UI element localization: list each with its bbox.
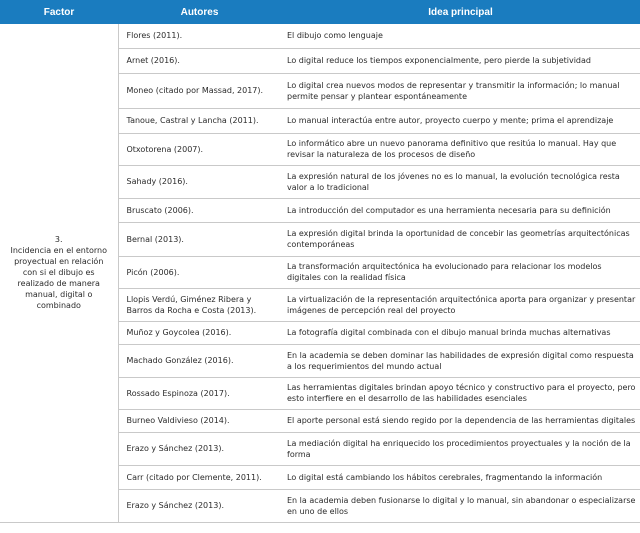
factor-description: Incidencia en el entorno proyectual en relación con si el dibujo es realizado de manera manual, digital o combinado <box>10 246 108 311</box>
idea-cell: Lo digital está cambiando los hábitos cerebrales, fragmentando la información <box>281 465 640 489</box>
author-cell: Flores (2011). <box>118 24 281 48</box>
idea-cell: Lo manual interactúa entre autor, proyecto cuerpo y mente; prima el aprendizaje <box>281 108 640 133</box>
author-cell: Llopis Verdú, Giménez Ribera y Barros da Rocha e Costa (2013). <box>118 288 281 321</box>
idea-cell: La virtualización de la representación arquitectónica aporta para organizar y presentar imágenes de percepción real del proyecto <box>281 288 640 321</box>
table-header-row <box>0 0 640 24</box>
idea-cell: La introducción del computador es una herramienta necesaria para su definición <box>281 198 640 222</box>
idea-cell: La expresión natural de los jóvenes no es lo manual, la evolución tecnológica resta valor a lo tradicional <box>281 165 640 198</box>
idea-cell: La mediación digital ha enriquecido los procedimientos proyectuales y la noción de la forma <box>281 432 640 465</box>
idea-cell: Las herramientas digitales brindan apoyo técnico y constructivo para el proyecto, pero esto interfiere en el desarrollo de las habilidades esenciales <box>281 377 640 409</box>
author-cell: Carr (citado por Clemente, 2011). <box>118 465 281 489</box>
author-cell: Muñoz y Goycolea (2016). <box>118 321 281 344</box>
author-cell: Erazo y Sánchez (2013). <box>118 432 281 465</box>
author-cell: Otxotorena (2007). <box>118 133 281 165</box>
author-cell: Burneo Valdivieso (2014). <box>118 409 281 432</box>
header-autores: Autores <box>118 0 281 24</box>
idea-cell: Lo informático abre un nuevo panorama definitivo que resitúa lo manual. Hay que revisar la naturaleza de los procesos de diseño <box>281 133 640 165</box>
table-row <box>0 24 640 48</box>
factor-number: 3. <box>54 235 63 245</box>
author-cell: Sahady (2016). <box>118 165 281 198</box>
author-cell: Picón (2006). <box>118 256 281 288</box>
idea-cell: Lo digital crea nuevos modos de representar y transmitir la información; lo manual permite pensar y plantear espontáneamente <box>281 73 640 108</box>
idea-cell: Lo digital reduce los tiempos exponencialmente, pero pierde la subjetividad <box>281 48 640 73</box>
idea-cell: El aporte personal está siendo regido por la dependencia de las herramientas digitales <box>281 409 640 432</box>
header-idea-principal: Idea principal <box>281 0 640 24</box>
author-cell: Moneo (citado por Massad, 2017). <box>118 73 281 108</box>
author-cell: Machado González (2016). <box>118 344 281 377</box>
header-factor: Factor <box>0 0 118 24</box>
factor-cell <box>0 24 118 522</box>
author-cell: Arnet (2016). <box>118 48 281 73</box>
author-cell: Rossado Espinoza (2017). <box>118 377 281 409</box>
idea-cell: El dibujo como lenguaje <box>281 24 640 48</box>
idea-cell: La fotografía digital combinada con el dibujo manual brinda muchas alternativas <box>281 321 640 344</box>
author-cell: Bruscato (2006). <box>118 198 281 222</box>
idea-cell: En la academia deben fusionarse lo digital y lo manual, sin abandonar o especializarse en uno de ellos <box>281 489 640 522</box>
idea-cell: La expresión digital brinda la oportunidad de concebir las geometrías arquitectónicas contemporáneas <box>281 222 640 256</box>
author-cell: Bernal (2013). <box>118 222 281 256</box>
author-cell: Tanoue, Castral y Lancha (2011). <box>118 108 281 133</box>
author-cell: Erazo y Sánchez (2013). <box>118 489 281 522</box>
idea-cell: En la academia se deben dominar las habilidades de expresión digital como respuesta a los requerimientos del mundo actual <box>281 344 640 377</box>
idea-cell: La transformación arquitectónica ha evolucionado para relacionar los modelos digitales con la realidad física <box>281 256 640 288</box>
